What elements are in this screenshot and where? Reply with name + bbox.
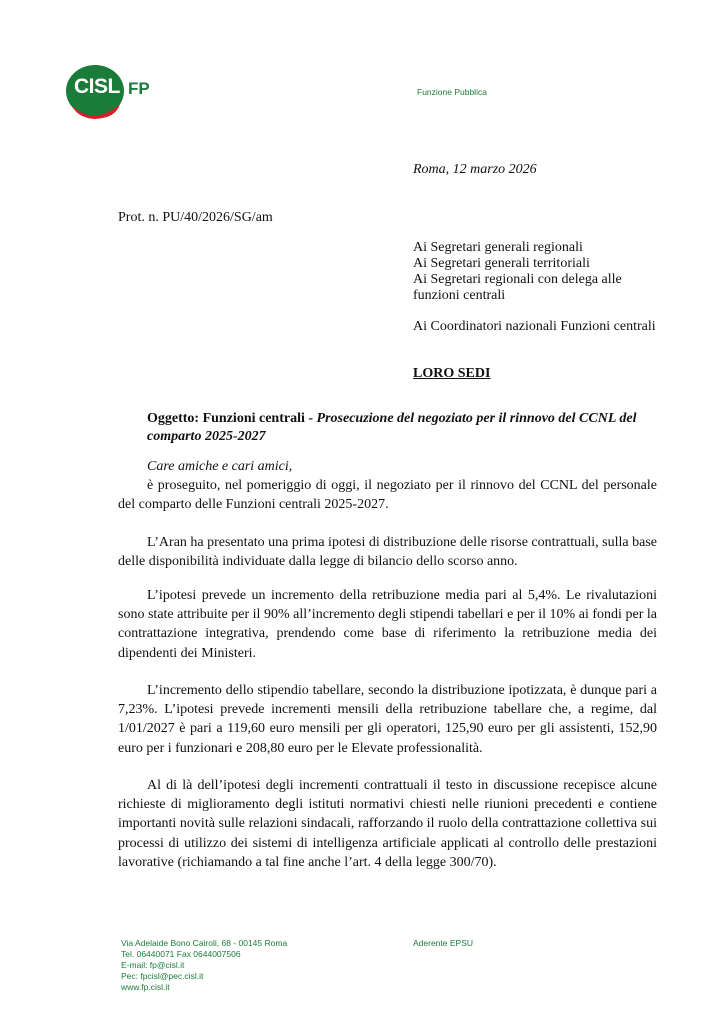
cisl-fp-logo [66,62,158,122]
recipient-line: funzioni centrali [413,288,506,303]
recipients-block [413,240,622,304]
footer-phone: Tel. 06440071 Fax 0644007506 [121,949,241,959]
subject-line [147,410,657,446]
footer-website: www.fp.cisl.it [121,982,170,992]
recipient-line: Ai Segretari generali regionali [413,240,583,255]
body-paragraph: è proseguito, nel pomeriggio di oggi, il negoziato per il rinnovo del CCNL del personale del comparto delle Funzioni centrali 2025-2027. [118,478,657,513]
footer-address: Via Adelaide Bono Cairoli, 68 - 00145 Roma [121,938,288,948]
recipient-coordinators: Ai Coordinatori nazionali Funzioni centrali [413,319,656,334]
subject-label: Oggetto: Funzioni centrali - [147,411,317,426]
body-paragraph: L’ipotesi prevede un incremento della retribuzione media pari al 5,4%. Le rivalutazioni sono state attribuite per il 90% all’incremento degli stipendi tabellari e per il 10% ai fondi per la contrattazione integrativa, prendendo come base di riferimento la retribuzione media dei dipendenti dei Ministeri. [118,588,657,661]
body-paragraph: L’incremento dello stipendio tabellare, secondo la distribuzione ipotizzata, è dunque pari a 7,23%. L’ipotesi prevede incrementi mensili della retribuzione tabellare che, a regime, dal 1/01/2027 è pari a 119,60 euro mensili per gli operatori, 125,90 euro per gli assistenti, 152,90 euro per i funzionari e 208,80 euro per le Elevate professionalità. [118,683,657,756]
body-paragraph: Al di là dell’ipotesi degli incrementi contrattuali il testo in discussione recepisce alcune richieste di miglioramento degli istituti normativi chiesti nelle riunioni precedenti e contiene importanti novità sulle relazioni sindacali, rafforzando il ruolo della contrattazione collettiva sui processi di utilizzo dei sistemi di intelligenza artificiale applicati al controllo delle prestazioni lavorative (richiamando a tal fine anche l’art. 4 della legge 300/70). [118,778,657,870]
logo-suffix: FP [128,79,150,98]
body-paragraph: L’Aran ha presentato una prima ipotesi di distribuzione delle risorse contrattuali, sulla base delle disponibilità individuate dalla legge di bilancio dello scorso anno. [118,535,657,570]
footer-affiliation: Aderente EPSU [413,938,474,948]
footer-pec: Pec: fpcisl@pec.cisl.it [121,971,204,981]
recipient-line: Ai Segretari generali territoriali [413,256,590,271]
greeting: Care amiche e cari amici, [147,459,293,474]
footer-contacts [121,938,287,993]
subject-text: Prosecuzione del negoziato per il rinnovo del CCNL del comparto 2025-2027 [147,411,637,444]
letter-date: Roma, 12 marzo 2026 [413,162,537,177]
recipient-line: Ai Segretari regionali con delega alle [413,272,622,287]
protocol-number: Prot. n. PU/40/2026/SG/am [118,210,273,225]
logo-text: CISL [74,75,120,98]
loro-sedi: LORO SEDI [413,366,491,381]
footer-email: E-mail: fp@cisl.it [121,960,185,970]
header-label: Funzione Pubblica [417,87,487,97]
